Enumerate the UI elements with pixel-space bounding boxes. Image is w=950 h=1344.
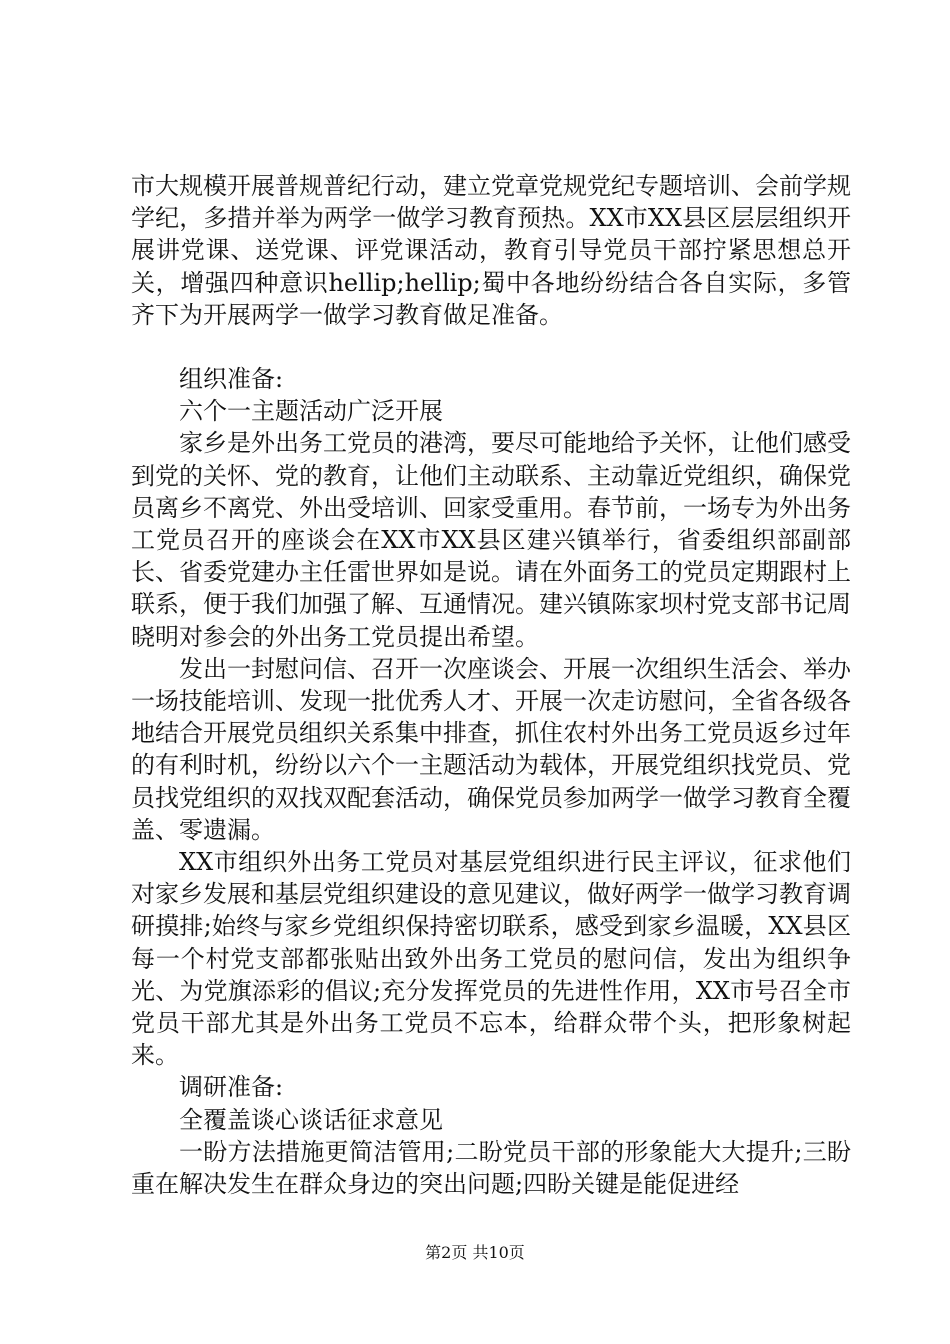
page-number-footer: 第2页 共10页 — [425, 1243, 525, 1262]
paragraph-preparation-intro: 市大规模开展普规普纪行动，建立党章党规党纪专题培训、会前学规学纪，多措并举为两学一做学习教育预热。XX市XX县区层层组织开展讲党课、送党课、评党课活动，教育引导党员干部拧紧思想总开关，增强四种意识hellip;hellip;蜀中各地纷纷结合各自实际，多管齐下为开展两学一做学习教育做足准备。 — [131, 172, 851, 329]
paragraph-six-one-list: 发出一封慰问信、召开一次座谈会、开展一次组织生活会、举办一场技能培训、发现一批优秀人才、开展一次走访慰问，全省各级各地结合开展党员组织关系集中排查，抓住农村外出务工党员返乡过年的有利时机，纷纷以六个一主题活动为载体，开展党组织找党员、党员找党组织的双找双配套活动，确保党员参加两学一做学习教育全覆盖、零遗漏。 — [131, 654, 851, 844]
heading-research-preparation: 调研准备: — [179, 1073, 284, 1102]
document-body — [131, 170, 851, 1200]
subheading-heart-talks: 全覆盖谈心谈话征求意见 — [179, 1105, 443, 1134]
heading-organization-preparation: 组织准备: — [179, 365, 284, 394]
paragraph-four-hopes: 一盼方法措施更简洁管用;二盼党员干部的形象能大大提升;三盼重在解决发生在群众身边的突出问题;四盼关键是能促进经 — [131, 1137, 851, 1199]
paragraph-hometown-harbor: 家乡是外出务工党员的港湾，要尽可能地给予关怀，让他们感受到党的关怀、党的教育，让他们主动联系、主动靠近党组织，确保党员离乡不离党、外出受培训、回家受重用。春节前，一场专为外出务工党员召开的座谈会在XX市XX县区建兴镇举行，省委组织部副部长、省委党建办主任雷世界如是说。请在外面务工的党员定期跟村上联系，便于我们加强了解、互通情况。建兴镇陈家坝村党支部书记周晓明对参会的外出务工党员提出希望。 — [131, 429, 851, 651]
subheading-six-one-activities: 六个一主题活动广泛开展 — [179, 397, 443, 426]
paragraph-democratic-review: XX市组织外出务工党员对基层党组织进行民主评议，征求他们对家乡发展和基层党组织建设的意见建议，做好两学一做学习教育调研摸排;始终与家乡党组织保持密切联系，感受到家乡温暖，XX县区每一个村党支部都张贴出致外出务工党员的慰问信，发出为组织争光、为党旗添彩的倡议;充分发挥党员的先进性作用，XX市号召全市党员干部尤其是外出务工党员不忘本，给群众带个头，把形象树起来。 — [131, 848, 851, 1070]
